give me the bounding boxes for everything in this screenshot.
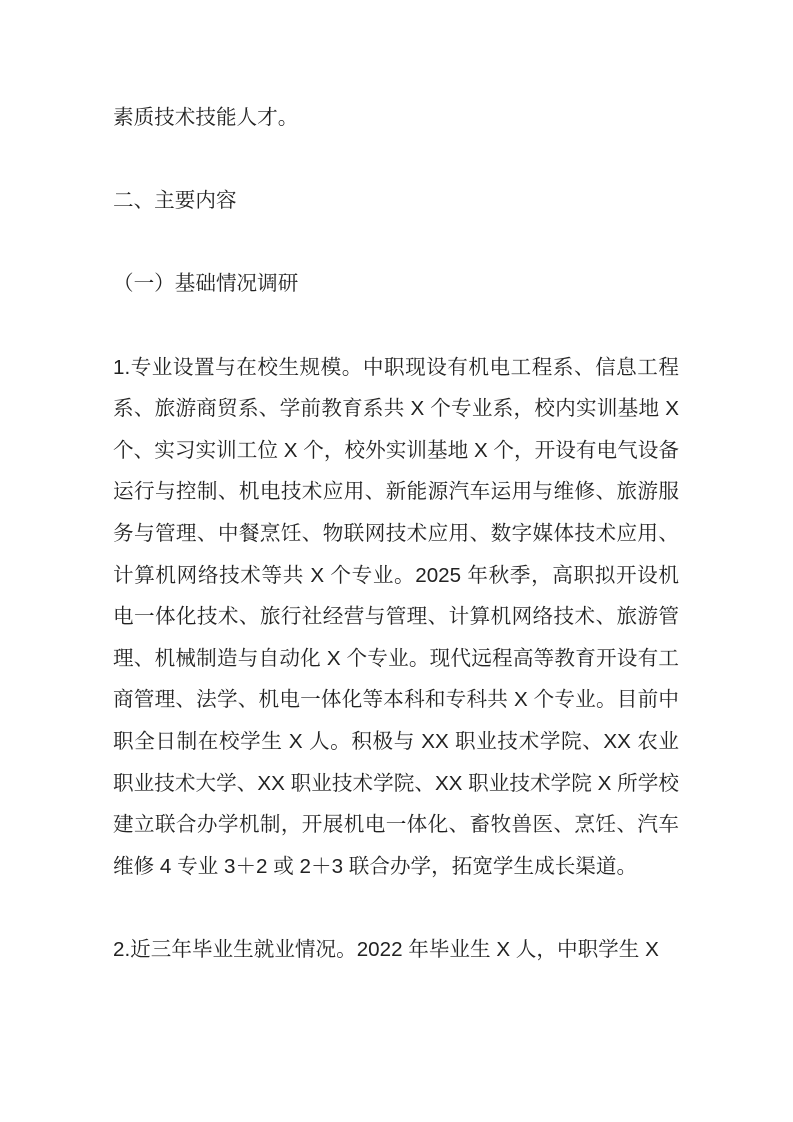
section-heading: 二、主要内容 [113, 189, 237, 213]
body-paragraph-2: 2.近三年毕业生就业情况。2022 年毕业生 X 人，中职学生 X [113, 937, 659, 961]
subsection-heading: （一）基础情况调研 [113, 272, 299, 296]
paragraph-continuation: 素质技术技能人才。 [113, 106, 299, 129]
body-paragraph-1: 1.专业设置与在校生规模。中职现设有机电工程系、信息工程系、旅游商贸系、学前教育系共 X 个专业系，校内实训基地 X 个、实习实训工位 X 个，校外实训基地 X 个，开设有电气设备运行与控制、机电技术应用、新能源汽车运用与维修、旅游服务与管理、中餐烹饪、物联网技术应用、数字媒体技术应用、计算机网络技术等共 X 个专业。2025 年秋季，高职拟开设机电一体化技术、旅行社经营与管理、计算机网络技术、旅游管理、机械制造与自动化 X 个专业。现代远程高等教育开设有工商管理、法学、机电一体化等本科和专科共 X 个专业。目前中职全日制在校学生 X 人。积极与 XX 职业技术学院、XX 农业职业技术大学、XX 职业技术学院、XX 职业技术学院 X 所学校建立联合办学机制，开展机电一体化、畜牧兽医、烹饪、汽车维修 4 专业 3＋2 或 2＋3 联合办学，拓宽学生成长渠道。 [113, 355, 679, 878]
